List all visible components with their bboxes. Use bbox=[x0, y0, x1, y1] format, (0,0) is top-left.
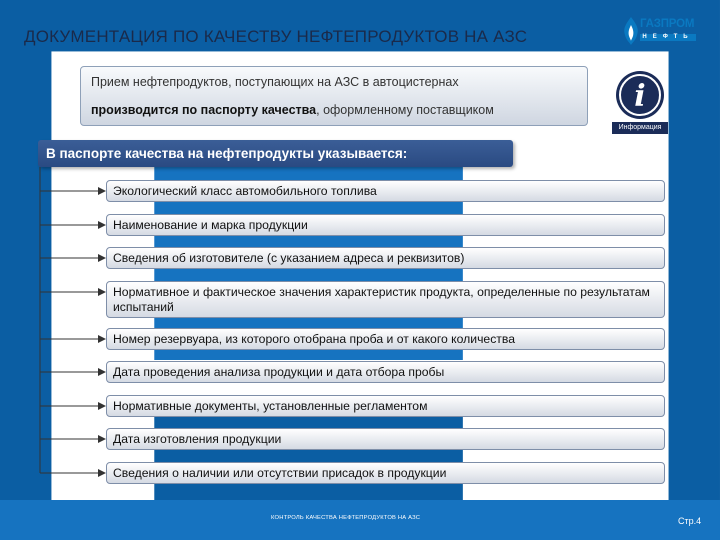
footer-text: КОНТРОЛЬ КАЧЕСТВА НЕФТЕПРОДУКТОВ НА АЗС bbox=[271, 515, 421, 521]
info-badge bbox=[612, 68, 668, 134]
intro-line-2 bbox=[91, 101, 577, 119]
page-number: Стр.4 bbox=[678, 516, 702, 526]
list-item: Номер резервуара, из которого отобрана проба и от какого количества bbox=[106, 328, 665, 350]
logo-wordmark: ГАЗПРОМ bbox=[640, 18, 695, 30]
list-item: Дата изготовления продукции bbox=[106, 428, 665, 450]
list-item: Нормативные документы, установленные регламентом bbox=[106, 395, 665, 417]
page-title: ДОКУМЕНТАЦИЯ ПО КАЧЕСТВУ НЕФТЕПРОДУКТОВ НА АЗС bbox=[24, 27, 528, 46]
intro-box bbox=[80, 66, 588, 126]
flame-icon bbox=[622, 16, 640, 46]
intro-line-1: Прием нефтепродуктов, поступающих на АЗС в автоцистернах bbox=[91, 75, 459, 89]
list-item: Экологический класс автомобильного топлива bbox=[106, 180, 665, 202]
intro-line-2-rest: , оформленному поставщиком bbox=[316, 103, 494, 117]
list-item: Дата проведения анализа продукции и дата отбора пробы bbox=[106, 361, 665, 383]
intro-emphasis: производится по паспорту качества bbox=[91, 103, 317, 117]
gazprom-neft-logo bbox=[622, 16, 700, 50]
info-icon bbox=[612, 68, 668, 122]
list-item: Наименование и марка продукции bbox=[106, 214, 665, 236]
section-header: В паспорте качества на нефтепродукты указывается: bbox=[38, 140, 513, 167]
list-item: Сведения об изготовителе (с указанием адреса и реквизитов) bbox=[106, 247, 665, 269]
logo-subtitle: НЕФТЬ bbox=[642, 34, 694, 40]
list-item: Сведения о наличии или отсутствии присадок в продукции bbox=[106, 462, 665, 484]
info-label: Информация bbox=[612, 122, 668, 134]
list-item: Нормативное и фактическое значения характеристик продукта, определенные по результатам испытаний bbox=[106, 281, 665, 318]
info-symbol: i bbox=[634, 79, 646, 114]
